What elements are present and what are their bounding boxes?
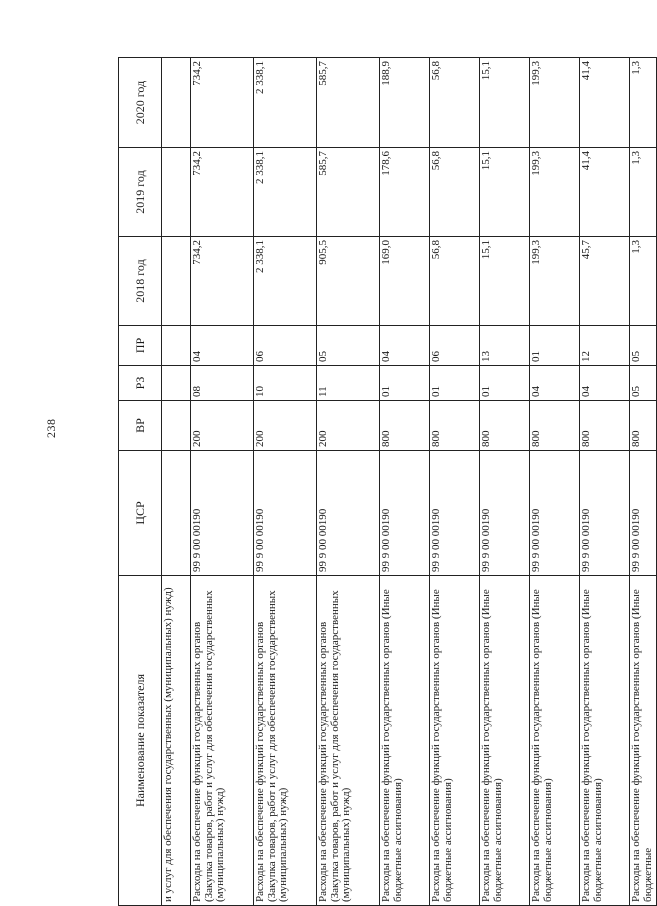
row-2020: [162, 58, 191, 148]
header-2020: 2020 год: [119, 58, 162, 148]
row-2019: 585,7: [317, 148, 380, 237]
table-row: [430, 58, 480, 906]
row-2020: 734,2: [191, 58, 254, 148]
row-csr: 99 9 00 00190: [254, 451, 317, 576]
row-2018: 905,5: [317, 237, 380, 326]
row-name: Расходы на обеспечение функций государственных органов (Иные бюджетные ассигнования): [530, 576, 580, 906]
header-csr: ЦСР: [119, 451, 162, 576]
row-2020: 56,8: [430, 58, 480, 148]
row-name: Расходы на обеспечение функций государственных органов (Иные бюджетные ассигнования): [580, 576, 630, 906]
table-header-row: [119, 58, 162, 906]
table-row: [480, 58, 530, 906]
row-2019: [162, 148, 191, 237]
row-2018: [162, 237, 191, 326]
header-name: Наименование показателя: [119, 576, 162, 906]
header-2018: 2018 год: [119, 237, 162, 326]
row-name: Расходы на обеспечение функций государственных органов (Закупка товаров, работ и услуг для обеспечения государственных (муниципальных) нужд): [254, 576, 317, 906]
row-2020: 41,4: [580, 58, 630, 148]
row-2018: 169,0: [380, 237, 430, 326]
row-pr: 06: [430, 326, 480, 366]
row-2020: 15,1: [480, 58, 530, 148]
table-row: [191, 58, 254, 906]
row-rz: 01: [430, 366, 480, 401]
row-vr: 800: [380, 401, 430, 451]
row-2020: 188,9: [380, 58, 430, 148]
row-vr: 200: [317, 401, 380, 451]
row-name: Расходы на обеспечение функций государственных органов (Иные бюджетные ассигнования): [480, 576, 530, 906]
row-pr: 05: [317, 326, 380, 366]
header-2019: 2019 год: [119, 148, 162, 237]
row-rz: [162, 366, 191, 401]
table-row: [580, 58, 630, 906]
row-2020: 585,7: [317, 58, 380, 148]
budget-table: [118, 57, 657, 906]
row-name: Расходы на обеспечение функций государственных органов (Иные бюджетные ассигнования): [430, 576, 480, 906]
row-vr: [162, 401, 191, 451]
row-rz: 05: [630, 366, 657, 401]
row-name: Расходы на обеспечение функций государственных органов (Закупка товаров, работ и услуг для обеспечения государственных (муниципальных) нужд): [191, 576, 254, 906]
row-csr: 99 9 00 00190: [430, 451, 480, 576]
row-vr: 200: [191, 401, 254, 451]
row-2019: 178,6: [380, 148, 430, 237]
row-pr: 04: [191, 326, 254, 366]
page-number: 238: [44, 418, 58, 438]
table-row: [380, 58, 430, 906]
row-csr: 99 9 00 00190: [191, 451, 254, 576]
row-rz: 10: [254, 366, 317, 401]
row-csr: 99 9 00 00190: [530, 451, 580, 576]
header-vr: ВР: [119, 401, 162, 451]
table-row: [254, 58, 317, 906]
row-rz: 01: [480, 366, 530, 401]
header-pr: ПР: [119, 326, 162, 366]
row-2018: 45,7: [580, 237, 630, 326]
row-name: Расходы на обеспечение функций государственных органов (Иные бюджетные: [630, 576, 657, 906]
row-2019: 1,3: [630, 148, 657, 237]
row-2019: 199,3: [530, 148, 580, 237]
row-name: и услуг для обеспечения государственных (муниципальных) нужд): [162, 576, 191, 906]
row-vr: 800: [480, 401, 530, 451]
row-csr: 99 9 00 00190: [480, 451, 530, 576]
row-2018: 2 338,1: [254, 237, 317, 326]
row-2019: 15,1: [480, 148, 530, 237]
row-vr: 800: [630, 401, 657, 451]
row-rz: 01: [380, 366, 430, 401]
row-pr: 01: [530, 326, 580, 366]
row-rz: 04: [530, 366, 580, 401]
rotated-table-container: [118, 58, 654, 906]
row-pr: 12: [580, 326, 630, 366]
row-rz: 11: [317, 366, 380, 401]
row-vr: 800: [430, 401, 480, 451]
row-vr: 200: [254, 401, 317, 451]
row-2020: 199,3: [530, 58, 580, 148]
row-csr: 99 9 00 00190: [317, 451, 380, 576]
row-pr: 05: [630, 326, 657, 366]
row-csr: [162, 451, 191, 576]
row-vr: 800: [580, 401, 630, 451]
row-2018: 1,3: [630, 237, 657, 326]
row-rz: 08: [191, 366, 254, 401]
row-rz: 04: [580, 366, 630, 401]
row-name: Расходы на обеспечение функций государственных органов (Иные бюджетные ассигнования): [380, 576, 430, 906]
row-name: Расходы на обеспечение функций государственных органов (Закупка товаров, работ и услуг для обеспечения государственных (муниципальных) нужд): [317, 576, 380, 906]
table-row: [630, 58, 657, 906]
header-rz: РЗ: [119, 366, 162, 401]
row-pr: 06: [254, 326, 317, 366]
row-vr: 800: [530, 401, 580, 451]
row-2020: 1,3: [630, 58, 657, 148]
row-2019: 41,4: [580, 148, 630, 237]
row-pr: [162, 326, 191, 366]
row-2019: 56,8: [430, 148, 480, 237]
row-pr: 13: [480, 326, 530, 366]
row-csr: 99 9 00 00190: [380, 451, 430, 576]
row-2019: 734,2: [191, 148, 254, 237]
table-row: [530, 58, 580, 906]
row-2018: 734,2: [191, 237, 254, 326]
row-pr: 04: [380, 326, 430, 366]
row-2018: 56,8: [430, 237, 480, 326]
row-2018: 199,3: [530, 237, 580, 326]
row-csr: 99 9 00 00190: [580, 451, 630, 576]
table-row: [162, 58, 191, 906]
table-row: [317, 58, 380, 906]
row-csr: 99 9 00 00190: [630, 451, 657, 576]
row-2020: 2 338,1: [254, 58, 317, 148]
row-2019: 2 338,1: [254, 148, 317, 237]
row-2018: 15,1: [480, 237, 530, 326]
